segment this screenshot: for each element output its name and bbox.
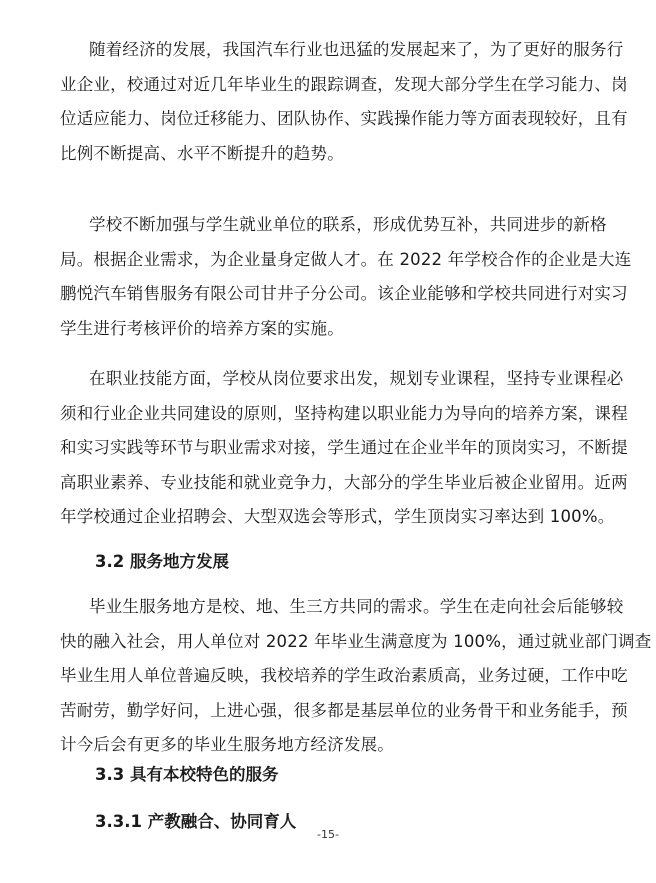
- paragraph-line: 高职业素养、专业技能和就业竞争力，大部分的学生毕业后被企业留用。近两: [60, 472, 628, 492]
- paragraph-line: 计今后会有更多的毕业生服务地方经济发展。: [60, 735, 394, 755]
- paragraph-line: 鹏悦汽车销售服务有限公司甘井子分公司。该企业能够和学校共同进行对实习: [60, 284, 628, 304]
- paragraph-vocational-skills: [60, 362, 628, 535]
- paragraph-line: 年学校通过企业招聘会、大型双选会等形式，学生顶岗实习率达到 100%。: [60, 507, 615, 527]
- paragraph-line: 学校不断加强与学生就业单位的联系，形成优势互补，共同进步的新格: [89, 215, 607, 234]
- paragraph-line: 须和行业企业共同建设的原则，坚持构建以职业能力为导向的培养方案，课程: [60, 403, 628, 423]
- paragraph-line: 毕业生用人单位普遍反映，我校培养的学生政治素质高，业务过硬，工作中吃: [60, 666, 628, 686]
- paragraph-serving-local: [60, 590, 652, 763]
- paragraph-line: 在职业技能方面，学校从岗位要求出发，规划专业课程，坚持专业课程必: [89, 369, 624, 388]
- paragraph-industry-development: [60, 33, 628, 171]
- paragraph-line: 苦耐劳，勤学好问，上进心强，很多都是基层单位的业务骨干和业务能手，预: [60, 700, 628, 720]
- paragraph-line: 位适应能力、岗位迁移能力、团队协作、实践操作能力等方面表现较好，且有: [60, 109, 628, 129]
- paragraph-line: 毕业生服务地方是校、地、生三方共同的需求。学生在走向社会后能够较: [89, 597, 624, 616]
- section-heading-3-2: 3.2 服务地方发展: [95, 552, 229, 571]
- paragraph-school-enterprise-cooperation: [60, 208, 632, 346]
- paragraph-line: 和实习实践等环节与职业需求对接，学生通过在企业半年的顶岗实习，不断提: [60, 438, 628, 458]
- paragraph-line: 局。根据企业需求，为企业量身定做人才。在 2022 年学校合作的企业是大连: [60, 249, 632, 269]
- page-number: -15-: [317, 828, 339, 841]
- paragraph-line: 快的融入社会，用人单位对 2022 年毕业生满意度为 100%，通过就业部门调查: [60, 631, 652, 651]
- paragraph-line: 随着经济的发展，我国汽车行业也迅猛的发展起来了，为了更好的服务行: [89, 40, 624, 59]
- section-heading-3-3: 3.3 具有本校特色的服务: [95, 765, 279, 784]
- paragraph-line: 业企业，校通过对近几年毕业生的跟踪调查，发现大部分学生在学习能力、岗: [60, 74, 628, 94]
- paragraph-line: 学生进行考核评价的培养方案的实施。: [60, 318, 344, 338]
- section-heading-3-3-1: 3.3.1 产教融合、协同育人: [95, 812, 297, 831]
- paragraph-line: 比例不断提高、水平不断提升的趋势。: [60, 143, 344, 163]
